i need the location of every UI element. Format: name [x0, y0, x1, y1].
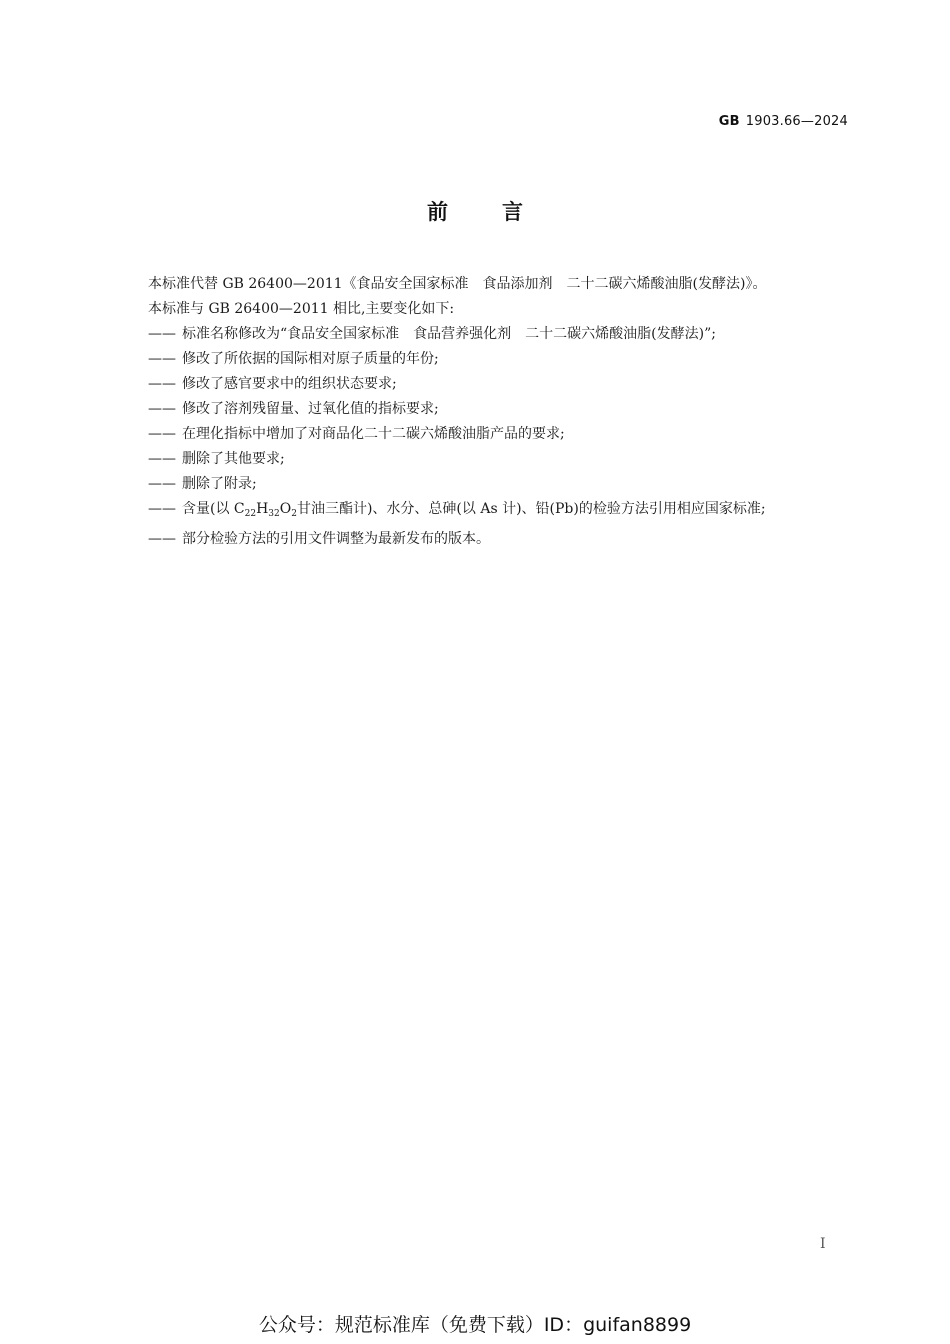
- replacement-paragraph: 本标准代替 GB 26400—2011《食品安全国家标准 食品添加剂 二十二碳六烯酸油脂(发酵法)》。: [148, 276, 767, 292]
- standard-code-header: [719, 114, 848, 129]
- list-item: [148, 322, 853, 347]
- standard-number: 1903.66—2024: [745, 114, 848, 129]
- dash-marker: ——: [148, 451, 176, 467]
- list-item-text: 标准名称修改为“食品安全国家标准 食品营养强化剂 二十二碳六烯酸油脂(发酵法)”;: [182, 326, 716, 342]
- list-item-text: 修改了感官要求中的组织状态要求;: [182, 376, 397, 392]
- list-item-text: 部分检验方法的引用文件调整为最新发布的版本。: [182, 531, 490, 547]
- dash-marker: ——: [148, 501, 176, 517]
- dash-marker: ——: [148, 401, 176, 417]
- list-item-text: 删除了其他要求;: [182, 451, 285, 467]
- dash-marker: ——: [148, 351, 176, 367]
- dash-marker: ——: [148, 426, 176, 442]
- dash-marker: ——: [148, 476, 176, 492]
- content-text-part: 含量(以 C: [182, 501, 245, 517]
- content-text-part: H: [256, 501, 269, 517]
- page-number: I: [820, 1236, 826, 1252]
- standard-prefix: GB: [718, 114, 740, 129]
- list-item-text: [182, 501, 766, 517]
- list-item: [148, 347, 853, 372]
- list-item-text: 修改了溶剂残留量、过氧化值的指标要求;: [182, 401, 439, 417]
- list-item: [148, 422, 853, 447]
- formula-subscript: 22: [244, 509, 257, 519]
- changes-intro-paragraph: 本标准与 GB 26400—2011 相比,主要变化如下:: [148, 301, 455, 317]
- list-item-text: 删除了附录;: [182, 476, 257, 492]
- list-item-text: 修改了所依据的国际相对原子质量的年份;: [182, 351, 439, 367]
- dash-marker: ——: [148, 531, 176, 547]
- list-item: [148, 472, 853, 497]
- formula-subscript: 32: [268, 509, 280, 519]
- list-item: [148, 397, 853, 422]
- watermark-text: 公众号：规范标准库（免费下载）ID：guifan8899: [258, 1314, 692, 1336]
- dash-marker: ——: [148, 326, 176, 342]
- list-item: [148, 527, 853, 552]
- content-text-part: O: [279, 501, 292, 517]
- list-item: [148, 447, 853, 472]
- dash-marker: ——: [148, 376, 176, 392]
- list-item: [148, 372, 853, 397]
- list-item-text: 在理化指标中增加了对商品化二十二碳六烯酸油脂产品的要求;: [182, 426, 565, 442]
- list-item-test-methods: [148, 497, 853, 527]
- foreword-body: [148, 272, 853, 552]
- page-title: 前言: [427, 200, 577, 224]
- content-text-part: 甘油三酯计)、水分、总砷(以 As 计)、铅(Pb)的检验方法引用相应国家标准;: [296, 501, 766, 517]
- formula-subscript: 2: [291, 509, 297, 519]
